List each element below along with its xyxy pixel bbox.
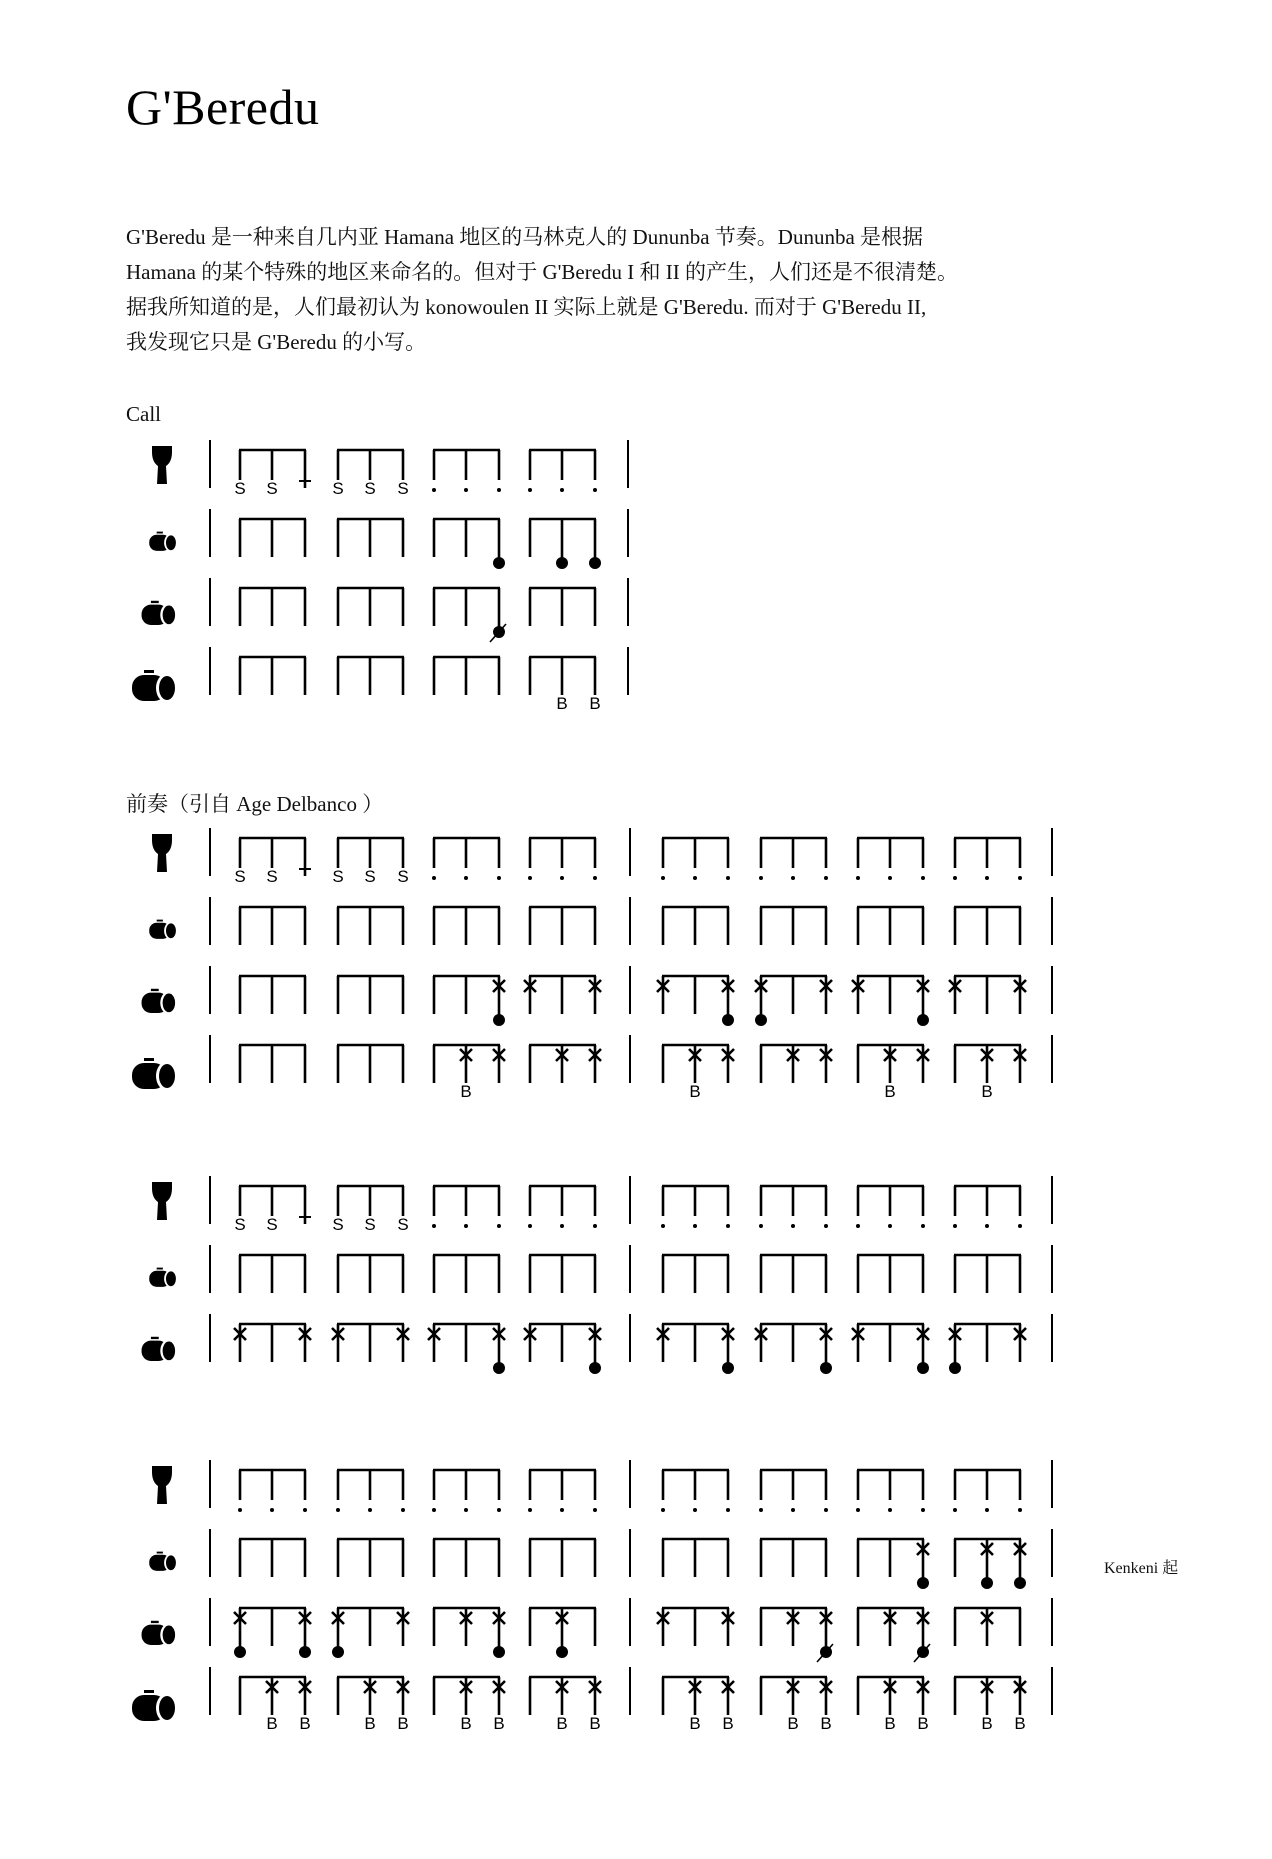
note-xB [981, 1045, 993, 1101]
note-xo [493, 1324, 505, 1374]
note-x [787, 1045, 799, 1083]
note-xo [722, 1324, 734, 1374]
note-. [464, 838, 468, 880]
note-. [856, 1186, 860, 1228]
note-. [661, 1470, 665, 1512]
note-. [693, 1186, 697, 1228]
note-m [490, 588, 506, 642]
note-x [1014, 1324, 1026, 1362]
note-xB [884, 1677, 896, 1733]
note-x [820, 1045, 832, 1083]
svg-text:B: B [397, 1714, 409, 1733]
note-. [593, 450, 597, 492]
note-. [1018, 838, 1022, 880]
note-. [528, 1470, 532, 1512]
svg-text:S: S [266, 1215, 278, 1234]
note-xB [364, 1677, 376, 1733]
svg-text:S: S [266, 479, 278, 498]
note-x [524, 976, 536, 1014]
note-. [791, 1186, 795, 1228]
note-. [560, 838, 564, 880]
note-. [464, 1470, 468, 1512]
note-. [560, 450, 564, 492]
note-x [589, 976, 601, 1014]
note-S [234, 1186, 245, 1234]
note-S [397, 450, 408, 498]
svg-text:B: B [364, 1714, 376, 1733]
note-S [234, 838, 245, 886]
intro-paragraph [126, 220, 1106, 360]
section-label-intro: 前奏（引自 Age Delbanco ） [126, 792, 384, 816]
note-xm [914, 1608, 930, 1662]
note-. [368, 1470, 372, 1512]
note-. [432, 450, 436, 492]
instrument-row-djembe [0, 440, 1272, 496]
note-. [401, 1470, 405, 1512]
note-xB [820, 1677, 832, 1733]
svg-text:S: S [364, 1215, 376, 1234]
note-xB [981, 1677, 993, 1733]
note-xo [556, 1608, 568, 1658]
note-x [397, 1324, 409, 1362]
note-xB [556, 1677, 568, 1733]
svg-text:B: B [884, 1714, 896, 1733]
note-xB [1014, 1677, 1026, 1733]
note-xo [493, 976, 505, 1026]
note-xo [234, 1608, 246, 1658]
note-xB [299, 1677, 311, 1733]
note-x [852, 1324, 864, 1362]
svg-text:B: B [556, 1714, 568, 1733]
svg-text:B: B [689, 1082, 701, 1101]
note-xo [589, 1324, 601, 1374]
note-x [524, 1324, 536, 1362]
note-x [981, 1608, 993, 1646]
svg-text:S: S [332, 1215, 344, 1234]
svg-text:S: S [364, 479, 376, 498]
svg-text:B: B [917, 1714, 929, 1733]
note-S [397, 838, 408, 886]
note-. [985, 1470, 989, 1512]
note-o [556, 519, 568, 569]
instrument-row-kenkeni [0, 509, 1272, 565]
note-S [332, 838, 343, 886]
note-. [1018, 1470, 1022, 1512]
note-x [787, 1608, 799, 1646]
note-x [949, 976, 961, 1014]
note-x [397, 1608, 409, 1646]
note-xB [787, 1677, 799, 1733]
note-x [917, 1045, 929, 1083]
svg-text:B: B [556, 694, 568, 713]
note-. [985, 838, 989, 880]
note-x [460, 1608, 472, 1646]
note-x [852, 976, 864, 1014]
svg-text:S: S [234, 1215, 246, 1234]
note-. [856, 1470, 860, 1512]
svg-text:S: S [234, 867, 246, 886]
note-x [299, 1324, 311, 1362]
note-S [332, 450, 343, 498]
svg-text:B: B [722, 1714, 734, 1733]
intro-line: Hamana 的某个特殊的地区来命名的。但对于 G'Beredu I 和 II 的产生，人们还是不很清楚。 [126, 260, 959, 284]
note-x [234, 1324, 246, 1362]
instrument-row-sangban [0, 1314, 1272, 1370]
note-xo [755, 976, 767, 1026]
note-x [1014, 1045, 1026, 1083]
note-. [726, 838, 730, 880]
svg-text:S: S [397, 867, 409, 886]
note-xo [917, 1539, 929, 1589]
note-T [299, 838, 311, 876]
note-o [493, 519, 505, 569]
note-. [693, 1470, 697, 1512]
instrument-row-djembe [0, 1176, 1272, 1232]
note-xB [460, 1045, 472, 1101]
note-xm [817, 1608, 833, 1662]
note-xo [917, 976, 929, 1026]
svg-text:S: S [332, 479, 344, 498]
section-label-call: Call [126, 402, 161, 426]
note-. [497, 450, 501, 492]
note-x [657, 1608, 669, 1646]
svg-text:B: B [589, 694, 601, 713]
note-xB [689, 1045, 701, 1101]
note-. [726, 1186, 730, 1228]
note-. [432, 1470, 436, 1512]
note-. [953, 838, 957, 880]
kenkeni-start-note: Kenkeni 起 [1104, 1560, 1179, 1577]
note-S [364, 838, 375, 886]
note-xo [949, 1324, 961, 1374]
note-xB [589, 1677, 601, 1733]
svg-text:B: B [981, 1082, 993, 1101]
note-. [560, 1470, 564, 1512]
note-. [921, 1470, 925, 1512]
note-. [528, 450, 532, 492]
instrument-row-kenkeni [0, 897, 1272, 953]
note-x [332, 1324, 344, 1362]
instrument-row-djembe [0, 1460, 1272, 1516]
note-. [791, 1470, 795, 1512]
note-. [432, 1186, 436, 1228]
note-. [432, 838, 436, 880]
note-o [589, 519, 601, 569]
note-. [693, 838, 697, 880]
note-x [493, 1045, 505, 1083]
note-S [234, 450, 245, 498]
note-. [759, 1470, 763, 1512]
note-S [266, 838, 277, 886]
svg-text:S: S [397, 1215, 409, 1234]
note-S [332, 1186, 343, 1234]
note-xo [917, 1324, 929, 1374]
note-T [299, 450, 311, 488]
instrument-row-sangban [0, 578, 1272, 634]
note-xB [266, 1677, 278, 1733]
intro-line: G'Beredu 是一种来自几内亚 Hamana 地区的马林克人的 Dununba 节奏。Dununba 是根据 [126, 225, 924, 249]
page-title: G'Beredu [126, 79, 320, 135]
instrument-row-kenkeni [0, 1529, 1272, 1585]
note-. [888, 1186, 892, 1228]
note-xo [332, 1608, 344, 1658]
intro-line: 据我所知道的是，人们最初认为 konowoulen II 实际上就是 G'Beredu. 而对于 G'Beredu II, [126, 295, 927, 319]
note-. [888, 838, 892, 880]
instrument-row-dununba [0, 1667, 1272, 1733]
note-x [722, 1045, 734, 1083]
note-. [661, 838, 665, 880]
instrument-row-kenkeni [0, 1245, 1272, 1301]
note-xB [397, 1677, 409, 1733]
instrument-row-dununba [0, 1035, 1272, 1101]
note-x [556, 1045, 568, 1083]
note-xB [917, 1677, 929, 1733]
svg-text:B: B [460, 1082, 472, 1101]
note-. [497, 1186, 501, 1228]
note-x [657, 1324, 669, 1362]
note-T [299, 1186, 311, 1224]
note-. [336, 1470, 340, 1512]
note-. [528, 1186, 532, 1228]
svg-text:B: B [299, 1714, 311, 1733]
svg-text:B: B [460, 1714, 472, 1733]
note-x [589, 1045, 601, 1083]
note-xo [820, 1324, 832, 1374]
note-B [556, 657, 567, 713]
note-x [884, 1608, 896, 1646]
note-xo [722, 976, 734, 1026]
note-xB [460, 1677, 472, 1733]
note-xo [1014, 1539, 1026, 1589]
note-S [397, 1186, 408, 1234]
note-. [985, 1186, 989, 1228]
note-xB [689, 1677, 701, 1733]
note-. [953, 1186, 957, 1228]
note-. [888, 1470, 892, 1512]
note-. [824, 1470, 828, 1512]
note-xo [299, 1608, 311, 1658]
svg-text:S: S [332, 867, 344, 886]
note-S [364, 450, 375, 498]
note-xo [981, 1539, 993, 1589]
instrument-row-dununba [0, 647, 1272, 713]
svg-text:B: B [787, 1714, 799, 1733]
svg-text:B: B [689, 1714, 701, 1733]
note-. [921, 838, 925, 880]
note-. [824, 1186, 828, 1228]
note-x [722, 1608, 734, 1646]
svg-text:B: B [884, 1082, 896, 1101]
svg-text:S: S [364, 867, 376, 886]
note-. [921, 1186, 925, 1228]
note-. [464, 450, 468, 492]
instrument-row-sangban [0, 966, 1272, 1022]
note-S [266, 450, 277, 498]
note-. [270, 1470, 274, 1512]
note-. [593, 1186, 597, 1228]
svg-text:B: B [981, 1714, 993, 1733]
note-S [266, 1186, 277, 1234]
note-xB [493, 1677, 505, 1733]
svg-text:B: B [1014, 1714, 1026, 1733]
note-. [824, 838, 828, 880]
svg-text:S: S [234, 479, 246, 498]
note-. [303, 1470, 307, 1512]
svg-text:S: S [397, 479, 409, 498]
note-. [661, 1186, 665, 1228]
note-xB [884, 1045, 896, 1101]
note-S [364, 1186, 375, 1234]
note-. [593, 1470, 597, 1512]
note-. [464, 1186, 468, 1228]
intro-line: 我发现它只是 G'Beredu 的小写。 [126, 330, 427, 354]
note-. [238, 1470, 242, 1512]
note-. [726, 1470, 730, 1512]
note-x [755, 1324, 767, 1362]
note-. [791, 838, 795, 880]
note-. [953, 1470, 957, 1512]
note-. [560, 1186, 564, 1228]
svg-text:S: S [266, 867, 278, 886]
note-xB [722, 1677, 734, 1733]
note-. [759, 1186, 763, 1228]
note-x [657, 976, 669, 1014]
note-. [497, 838, 501, 880]
instrument-row-sangban [0, 1598, 1272, 1654]
note-xo [493, 1608, 505, 1658]
note-. [1018, 1186, 1022, 1228]
note-x [428, 1324, 440, 1362]
note-B [589, 657, 600, 713]
instrument-row-djembe [0, 828, 1272, 884]
svg-text:B: B [266, 1714, 278, 1733]
svg-text:B: B [589, 1714, 601, 1733]
note-. [856, 838, 860, 880]
note-. [759, 838, 763, 880]
note-. [528, 838, 532, 880]
note-x [820, 976, 832, 1014]
note-. [497, 1470, 501, 1512]
note-. [593, 838, 597, 880]
svg-text:B: B [493, 1714, 505, 1733]
svg-text:B: B [820, 1714, 832, 1733]
note-x [1014, 976, 1026, 1014]
